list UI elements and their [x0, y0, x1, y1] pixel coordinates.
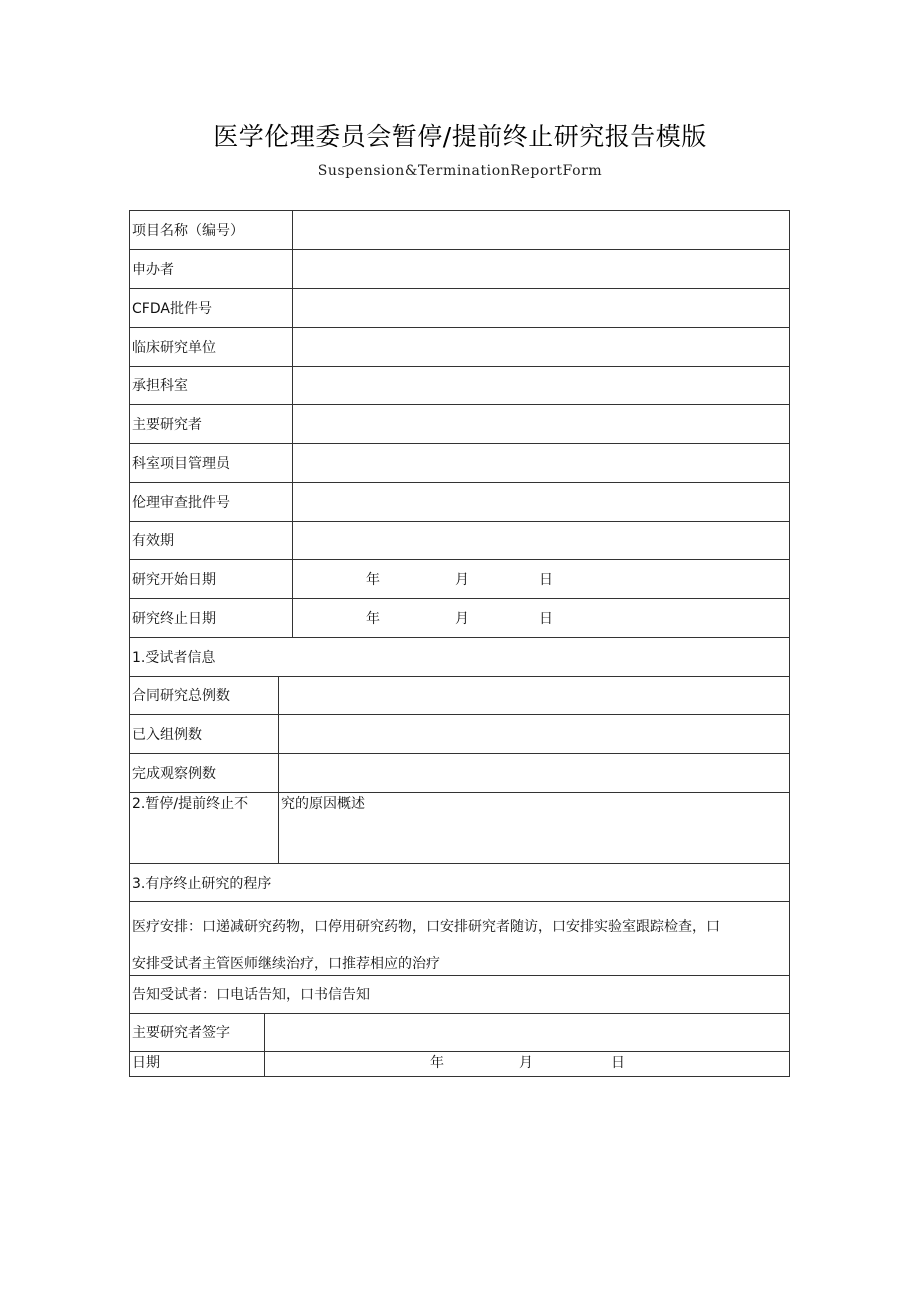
row-divider	[130, 1051, 789, 1052]
label-pi-signature: 主要研究者签字	[132, 1025, 230, 1041]
row-divider	[130, 1013, 789, 1014]
label-sponsor: 申办者	[132, 262, 174, 278]
row-divider	[130, 637, 789, 638]
row-divider	[130, 404, 789, 405]
label-enrolled-cases: 已入组例数	[132, 727, 202, 743]
row-divider	[130, 753, 789, 754]
end-month-unit: 月	[455, 611, 469, 627]
notify-subjects: 告知受试者：口电话告知，口书信告知	[132, 987, 370, 1003]
start-year-unit: 年	[366, 572, 380, 588]
sign-year-unit: 年	[430, 1055, 444, 1071]
label-end-date: 研究终止日期	[132, 611, 216, 627]
row-divider	[130, 598, 789, 599]
row-divider	[130, 792, 789, 793]
label-ethics-approval: 伦理审查批件号	[132, 495, 230, 511]
label-contract-cases: 合同研究总例数	[132, 688, 230, 704]
start-day-unit: 日	[539, 572, 553, 588]
section1-heading: 1.受试者信息	[132, 650, 216, 666]
section2-heading-left: 2.暂停/提前终止不	[132, 796, 249, 812]
label-start-date: 研究开始日期	[132, 572, 216, 588]
row-divider	[130, 443, 789, 444]
row-divider	[130, 975, 789, 976]
section2-heading-right: 究的原因概述	[281, 796, 365, 812]
row-divider	[130, 482, 789, 483]
label-cfda: CFDA批件号	[132, 301, 212, 317]
row-divider	[130, 714, 789, 715]
sign-month-unit: 月	[519, 1055, 533, 1071]
medical-arrangement-line2: 安排受试者主管医师继续治疗，口推荐相应的治疗	[132, 956, 440, 972]
label-department: 承担科室	[132, 378, 188, 394]
label-clinical-unit: 临床研究单位	[132, 340, 216, 356]
label-completed-cases: 完成观察例数	[132, 766, 216, 782]
label-validity: 有效期	[132, 533, 174, 549]
label-project-name: 项目名称（编号）	[132, 223, 244, 239]
row-divider	[130, 676, 789, 677]
row-divider	[130, 521, 789, 522]
row-divider	[130, 327, 789, 328]
medical-arrangement-line1: 医疗安排：口递减研究药物，口停用研究药物，口安排研究者随访，口安排实验室跟踪检查，口	[132, 919, 720, 935]
row-divider	[130, 366, 789, 367]
column-divider	[292, 211, 293, 637]
label-dept-manager: 科室项目管理员	[132, 456, 230, 472]
start-month-unit: 月	[455, 572, 469, 588]
row-divider	[130, 559, 789, 560]
page-subtitle: Suspension&TerminationReportForm	[317, 163, 603, 179]
report-form	[129, 210, 790, 1077]
label-pi: 主要研究者	[132, 417, 202, 433]
column-divider	[278, 676, 279, 863]
row-divider	[130, 863, 789, 864]
row-divider	[130, 288, 789, 289]
column-divider	[264, 1013, 265, 1077]
end-day-unit: 日	[539, 611, 553, 627]
page-title: 医学伦理委员会暂停/提前终止研究报告模版	[213, 122, 707, 151]
row-divider	[130, 901, 789, 902]
end-year-unit: 年	[366, 611, 380, 627]
row-divider	[130, 249, 789, 250]
section3-heading: 3.有序终止研究的程序	[132, 876, 272, 892]
sign-day-unit: 日	[611, 1055, 625, 1071]
label-signature-date: 日期	[132, 1055, 160, 1071]
